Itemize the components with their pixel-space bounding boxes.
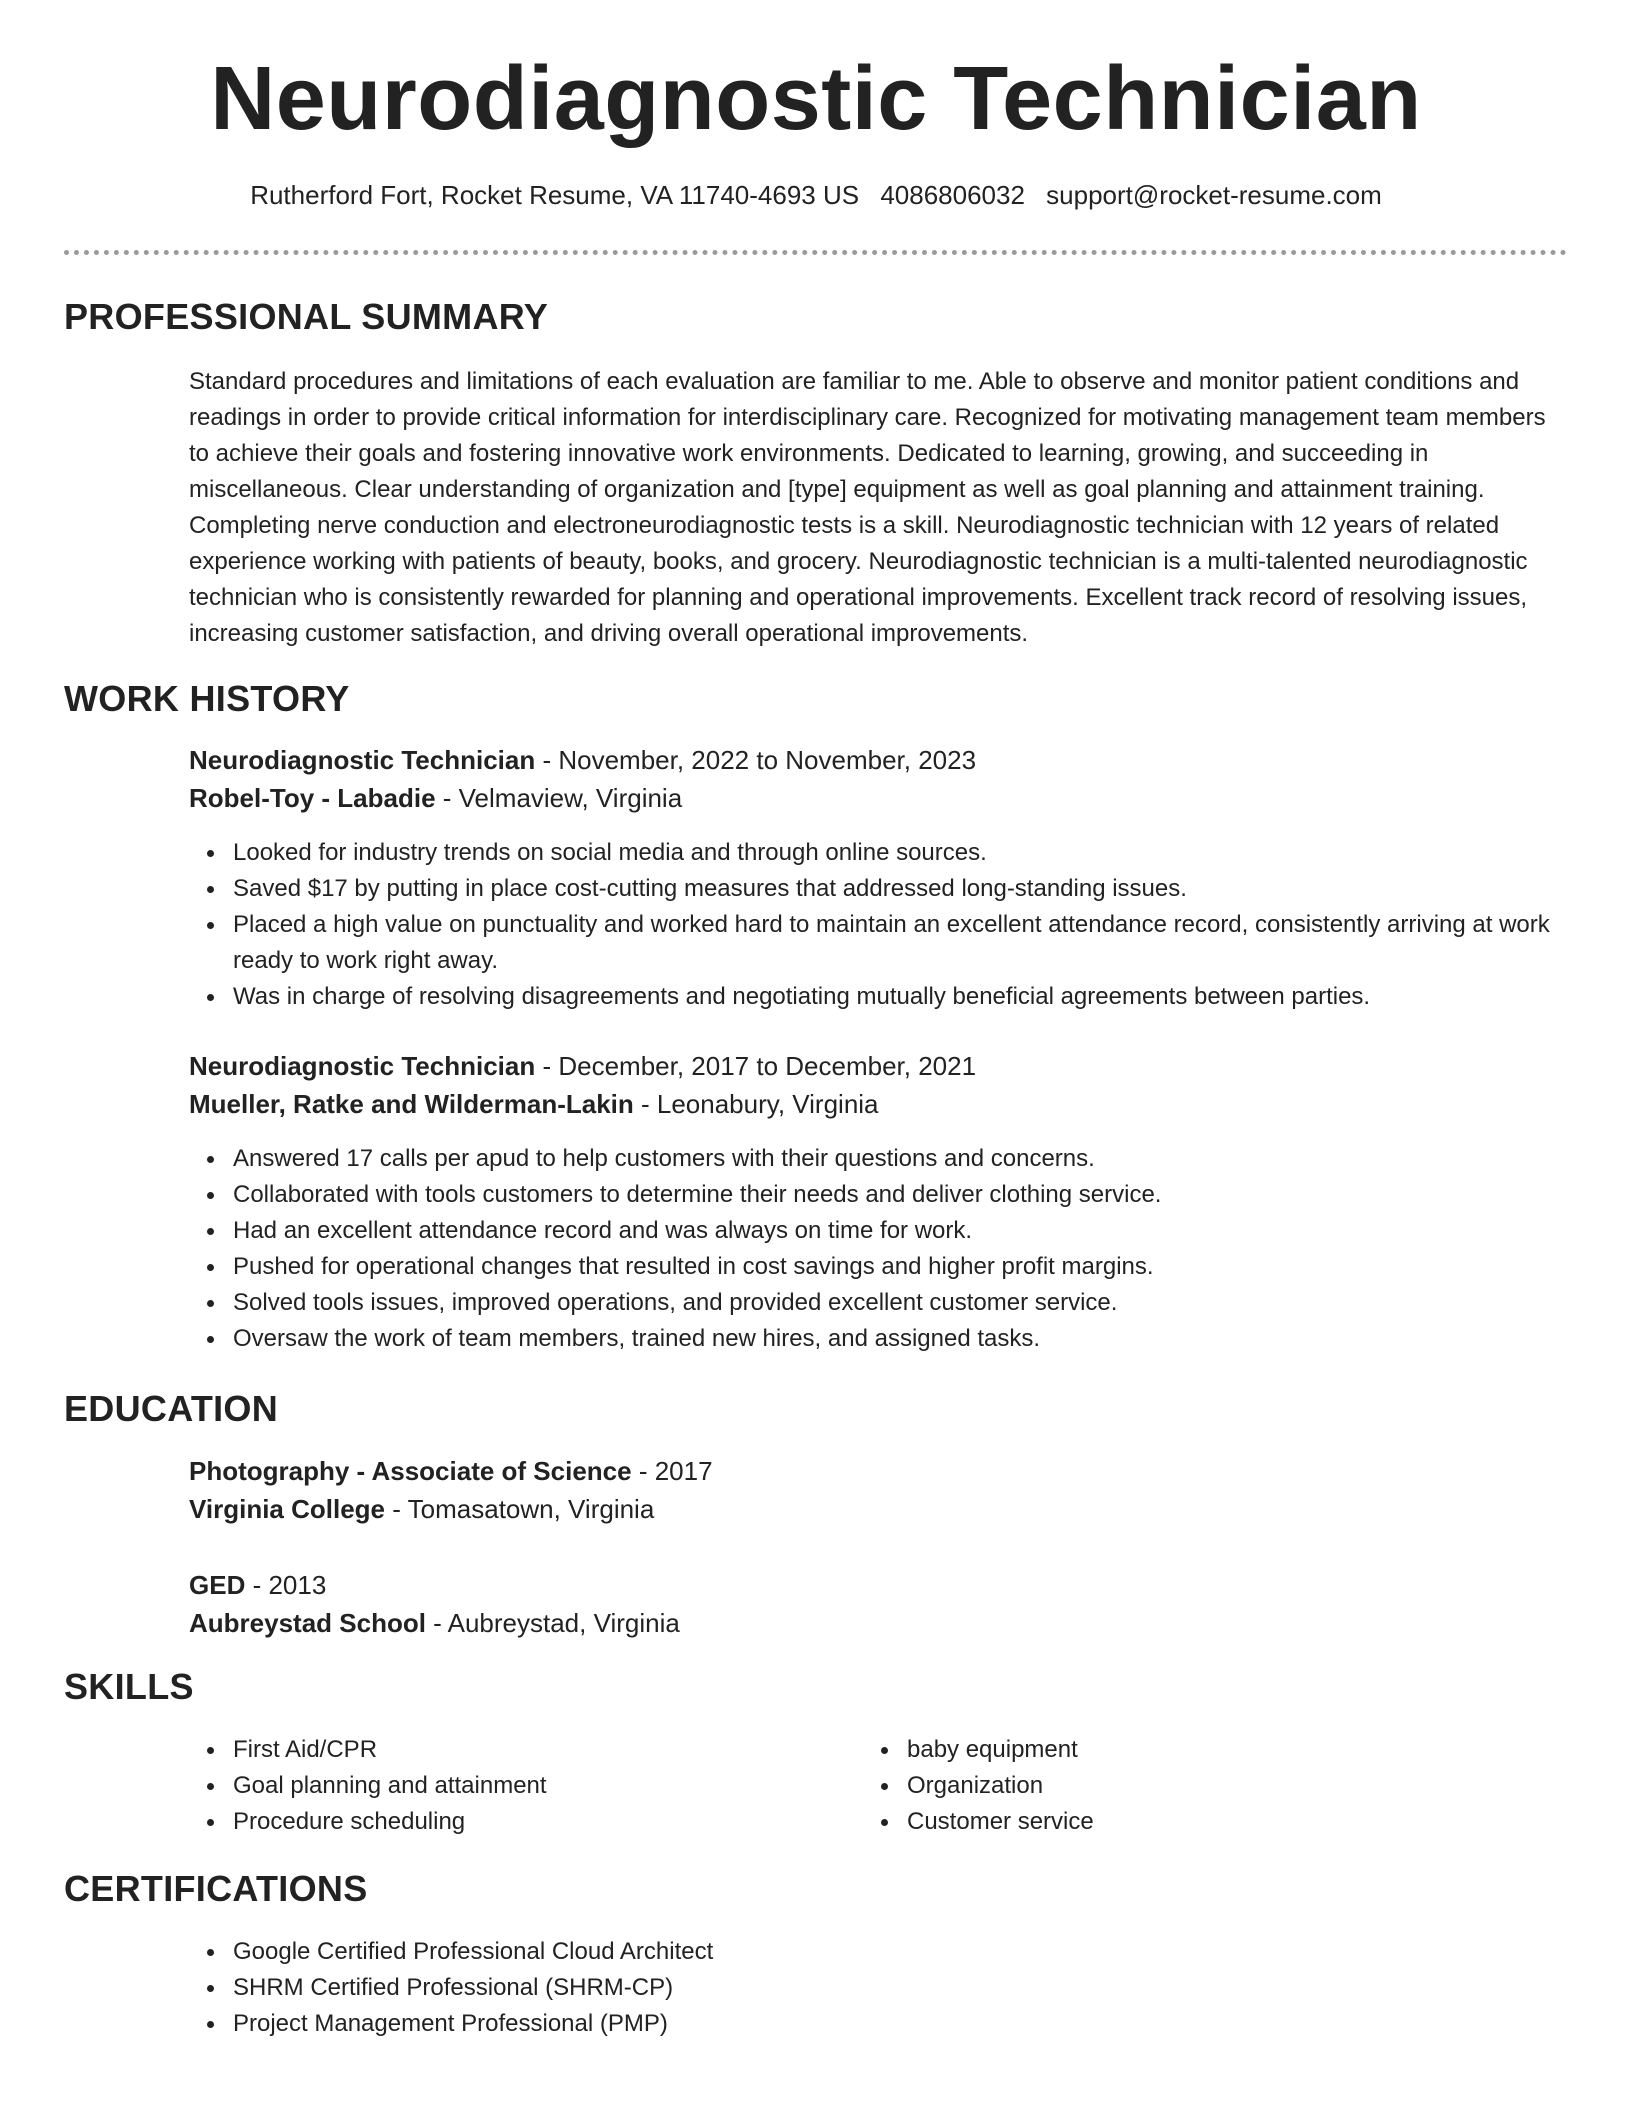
certifications-list [233, 1934, 1563, 2042]
education-year: - 2013 [245, 1570, 327, 1600]
education-degree: GED [189, 1570, 246, 1600]
list-item: Collaborated with tools customers to determine their needs and deliver clothing service. [233, 1177, 1563, 1213]
list-item: Saved $17 by putting in place cost-cutting measures that addressed long-standing issues. [233, 871, 1563, 907]
contact-address: Rutherford Fort, Rocket Resume, VA 11740-4693 US [250, 180, 860, 210]
education-location: - Tomasatown, Virginia [385, 1494, 655, 1524]
skills-list-right [907, 1732, 1507, 1840]
job-company-line [189, 1085, 1569, 1123]
job-location: - Velmaview, Virginia [435, 783, 683, 813]
skill-item: First Aid/CPR [233, 1732, 833, 1768]
job-dates: - November, 2022 to November, 2023 [535, 745, 977, 775]
section-title-certifications: CERTIFICATIONS [64, 1868, 368, 1909]
summary-text: Standard procedures and limitations of each evaluation are familiar to me. Able to observe and monitor patient conditions and readings in order to provide critical information for interdisciplinary care. Recognized for motivating management team members to achieve their goals and fostering innovative work environments. Dedicated to learning, growing, and succeeding in miscellaneous. Clear understanding of organization and [type] equipment as well as goal planning and attainment training. Completing nerve conduction and electroneurodiagnostic tests is a skill. Neurodiagnostic technician with 12 years of related experience working with patients of beauty, books, and grocery. Neurodiagnostic technician is a multi-talented neurodiagnostic technician who is consistently rewarded for planning and operational improvements. Excellent track record of resolving issues, increasing customer satisfaction, and driving overall operational improvements. [189, 368, 1546, 647]
education-degree-line [189, 1566, 1569, 1604]
certification-item: Project Management Professional (PMP) [233, 2006, 1563, 2042]
job-company: Mueller, Ratke and Wilderman-Lakin [189, 1089, 634, 1119]
skill-item: baby equipment [907, 1732, 1507, 1768]
list-item: Pushed for operational changes that resulted in cost savings and higher profit margins. [233, 1249, 1563, 1285]
job-bullets [233, 835, 1563, 1015]
certification-item: SHRM Certified Professional (SHRM-CP) [233, 1970, 1563, 2006]
job-title-line [189, 741, 1569, 779]
section-title-education: EDUCATION [64, 1388, 279, 1429]
header-divider [64, 250, 1567, 255]
list-item: Oversaw the work of team members, trained new hires, and assigned tasks. [233, 1321, 1563, 1357]
job-entry [189, 741, 1569, 817]
job-dates: - December, 2017 to December, 2021 [535, 1051, 977, 1081]
resume-name: Neurodiagnostic Technician [210, 49, 1422, 149]
skill-item: Organization [907, 1768, 1507, 1804]
education-degree-line [189, 1452, 1569, 1490]
education-school-line [189, 1604, 1569, 1642]
education-entry [189, 1452, 1569, 1528]
education-year: - 2017 [631, 1456, 713, 1486]
skills-list-left [233, 1732, 833, 1840]
education-school: Virginia College [189, 1494, 386, 1524]
section-title-skills: SKILLS [64, 1666, 194, 1707]
job-bullets [233, 1141, 1563, 1357]
contact-phone: 4086806032 [880, 180, 1025, 210]
skill-item: Procedure scheduling [233, 1804, 833, 1840]
education-entry [189, 1566, 1569, 1642]
job-role: Neurodiagnostic Technician [189, 745, 536, 775]
education-school: Aubreystad School [189, 1608, 426, 1638]
education-location: - Aubreystad, Virginia [425, 1608, 680, 1638]
section-title-summary: PROFESSIONAL SUMMARY [64, 296, 549, 337]
list-item: Answered 17 calls per apud to help customers with their questions and concerns. [233, 1141, 1563, 1177]
skill-item: Customer service [907, 1804, 1507, 1840]
job-title-line [189, 1047, 1569, 1085]
job-role: Neurodiagnostic Technician [189, 1051, 536, 1081]
education-school-line [189, 1490, 1569, 1528]
contact-email: support@rocket-resume.com [1046, 180, 1382, 210]
job-company: Robel-Toy - Labadie [189, 783, 436, 813]
list-item: Solved tools issues, improved operations, and provided excellent customer service. [233, 1285, 1563, 1321]
list-item: Looked for industry trends on social media and through online sources. [233, 835, 1563, 871]
list-item: Was in charge of resolving disagreements and negotiating mutually beneficial agreements between parties. [233, 979, 1563, 1015]
education-degree: Photography - Associate of Science [189, 1456, 632, 1486]
section-title-work: WORK HISTORY [64, 678, 350, 719]
list-item: Placed a high value on punctuality and worked hard to maintain an excellent attendance record, consistently arriving at work ready to work right away. [233, 907, 1563, 979]
skill-item: Goal planning and attainment [233, 1768, 833, 1804]
job-location: - Leonabury, Virginia [633, 1089, 879, 1119]
list-item: Had an excellent attendance record and was always on time for work. [233, 1213, 1563, 1249]
certification-item: Google Certified Professional Cloud Architect [233, 1934, 1563, 1970]
job-company-line [189, 779, 1569, 817]
job-entry [189, 1047, 1569, 1123]
contact-line [0, 180, 1632, 211]
